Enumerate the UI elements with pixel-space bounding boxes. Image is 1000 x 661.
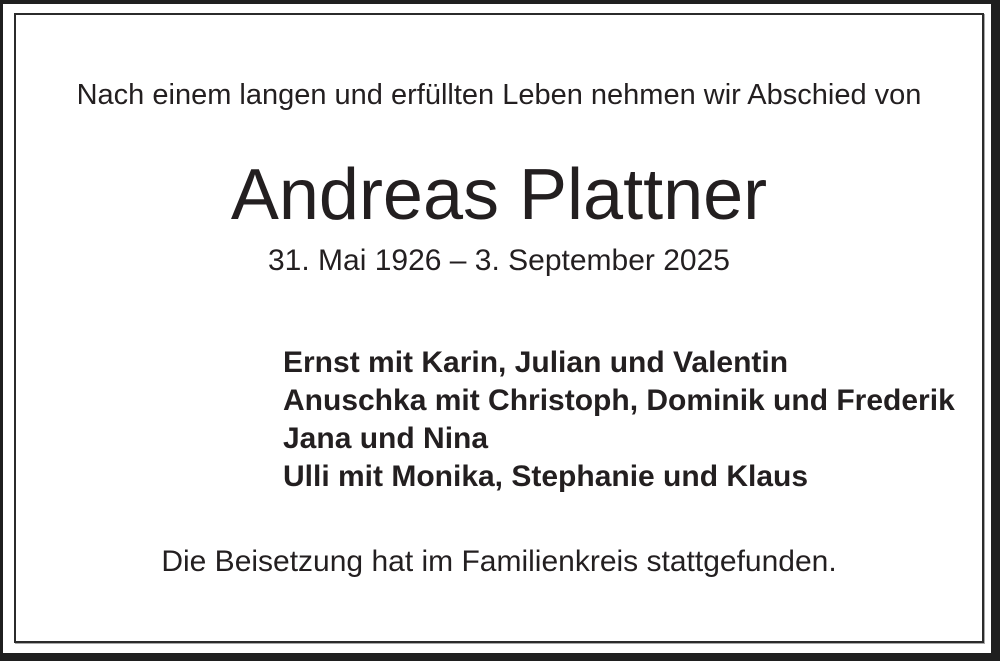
- closing-line: Die Beisetzung hat im Familienkreis stattgefunden.: [161, 545, 837, 578]
- mourner-line: Jana und Nina: [283, 422, 489, 455]
- mourner-line: Anuschka mit Christoph, Dominik und Frederik: [283, 384, 955, 417]
- deceased-name: Andreas Plattner: [230, 155, 768, 235]
- notice-inner-border: [14, 13, 984, 643]
- mourner-line: Ulli mit Monika, Stephanie und Klaus: [283, 460, 809, 493]
- mourner-line: Ernst mit Karin, Julian und Valentin: [283, 346, 789, 379]
- intro-line: Nach einem langen und erfüllten Leben nehmen wir Abschied von: [76, 79, 922, 111]
- life-dates: 31. Mai 1926 – 3. September 2025: [268, 244, 730, 277]
- mourners-list: [283, 344, 955, 496]
